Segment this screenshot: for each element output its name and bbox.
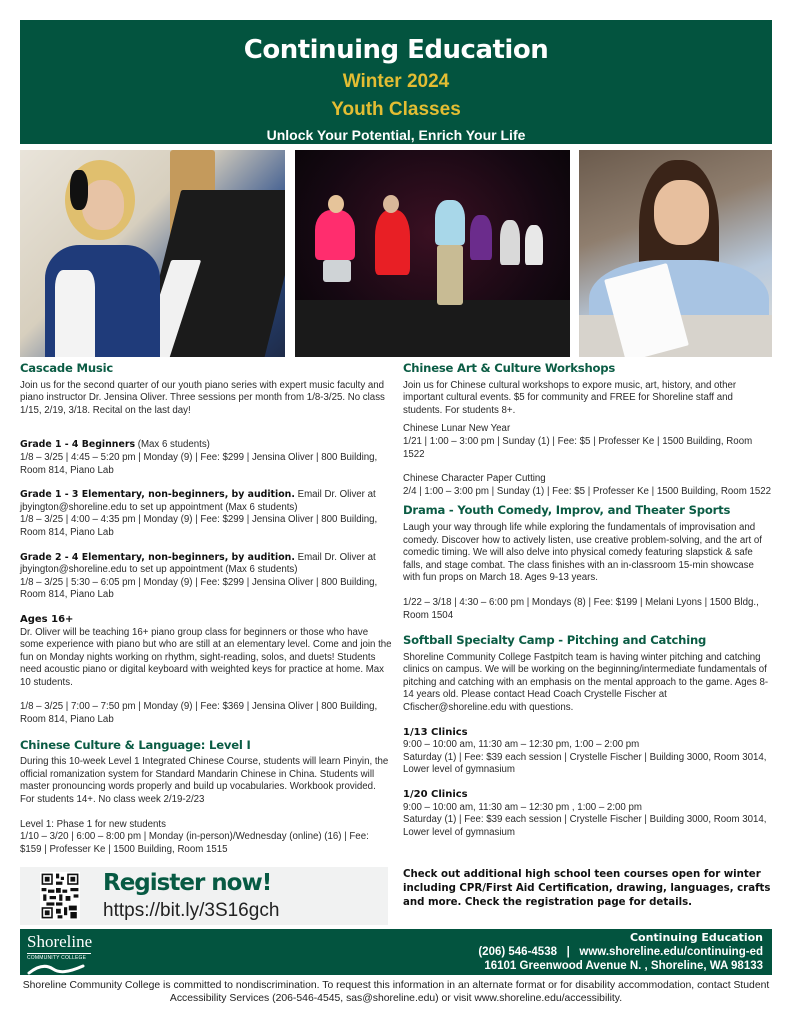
softball-heading: Softball Specialty Camp - Pitching and Catching <box>403 633 707 648</box>
logo-name: Shoreline <box>27 932 93 951</box>
clinic-details: Saturday (1) | Fee: $39 each session | Crystelle Fischer | Building 3000, Room 3014, Lower level of gymnasium <box>403 814 767 838</box>
address: 16101 Greenwood Avenue N. , Shoreline, WA 98133 <box>484 960 763 972</box>
clinic-title: 1/13 Clinics <box>403 726 468 738</box>
clinic-title: 1/20 Clinics <box>403 789 468 801</box>
ages16-description: Dr. Oliver will be teaching 16+ piano group class for beginners or those who have some experience with piano but who are still at an elementary level. Come and join the fun on Monday nights working on rhythm, sight-reading, solos, and duets! Students need acoustic piano or digital keyboard with weighted keys for practice at home. Max 10 students. <box>20 626 392 688</box>
register-link[interactable]: https://bit.ly/3S16gch <box>103 900 280 921</box>
class-item <box>20 552 392 602</box>
chinese-language-heading: Chinese Culture & Language: Level I <box>20 737 251 752</box>
class-item <box>20 489 392 539</box>
workshop-details: 1/21 | 1:00 – 3:00 pm | Sunday (1) | Fee: $5 | Professer Ke | 1500 Building, Room 1522 <box>403 435 753 460</box>
workshop-details: 2/4 | 1:00 – 3:00 pm | Sunday (1) | Fee: $5 | Professer Ke | 1500 Building, Room 1522 <box>403 485 772 497</box>
department-name: Continuing Education <box>629 931 763 944</box>
workshop-title: Chinese Character Paper Cutting <box>403 473 546 485</box>
register-box <box>20 867 388 925</box>
contact-info <box>478 931 763 973</box>
nondiscrimination-disclaimer: Shoreline Community College is committed to nondiscrimination. To request this information in an alternate format or for disability accommodation, contact Student Accessibility Services (206-546-4545, sas@shoreline.edu) or visit www.shoreline.edu/accessibility. <box>22 980 770 1004</box>
drama-class-photo <box>295 150 570 357</box>
season-label: Winter 2024 <box>342 71 450 92</box>
shoreline-logo <box>27 932 92 975</box>
phone-number[interactable]: (206) 546-4538 <box>478 946 557 958</box>
class-note: Email Dr. Oliver at jbyington@shoreline.edu to set up appointment (Max 6 students) <box>20 551 376 576</box>
register-now-title: Register now! <box>103 870 272 896</box>
qr-code-icon[interactable] <box>40 872 80 920</box>
cascade-music-intro: Join us for the second quarter of our youth piano series with expert music faculty and piano instructor Dr. Jensina Oliver. Three sessions per month from 1/8-3/25. No class 1/15, 2/19, 3/18. Recital on the last day! <box>20 379 385 416</box>
chinese-art-intro: Join us for Chinese cultural workshops to expore music, art, history, and other important cultural events. $5 for community and FREE for Shoreline staff and students. For students 8+. <box>403 379 737 416</box>
header-banner <box>20 20 772 144</box>
class-details: 1/8 – 3/25 | 5:30 – 6:05 pm | Monday (9) | Fee: $299 | Jensina Oliver | 800 Building, Room 814, Piano Lab <box>20 576 378 601</box>
teen-courses-note: Check out additional high school teen courses open for winter including CPR/First Aid Certification, drawing, languages, crafts and more. Check the registration page for details. <box>403 869 771 908</box>
cascade-music-heading: Cascade Music <box>20 361 114 375</box>
footer-banner <box>20 929 772 975</box>
clinic-times: 9:00 – 10:00 am, 11:30 am – 12:30 pm , 1:00 – 2:00 pm <box>403 801 642 813</box>
clinic-times: 9:00 – 10:00 am, 11:30 am – 12:30 pm, 1:00 – 2:00 pm <box>403 739 640 751</box>
chinese-language-intro: During this 10-week Level 1 Integrated Chinese Course, students will learn Pinyin, the official romanization system for Standard Mandarin Chinese in China. Students will master pronouncing words properly and build up vocabularies. Workbook provided. For students 14+. No class week 2/19-2/23 <box>20 756 389 806</box>
class-note: (Max 6 students) <box>135 439 210 451</box>
piano-student-photo <box>20 150 285 357</box>
softball-intro: Shoreline Community College Fastpitch team is having winter pitching and catching clinics on campus. We will be working on the beginning/intermediate fundamentals of pitching and catching with an emphasis on the mental approach to the game. Ages 8-14 years old. Please contact Head Coach Crystelle Fischer at Cfischer@shoreline.edu with questions. <box>403 651 769 714</box>
chinese-language-details: 1/10 – 3/20 | 6:00 – 8:00 pm | Monday (in-person)/Wednesday (online) (16) | Fee: $159 | Professer Ke | 1500 Building, Room 1515 <box>20 831 369 855</box>
subtitle-label: Youth Classes <box>331 99 461 120</box>
page-title: Continuing Education <box>243 35 549 65</box>
website-link[interactable]: www.shoreline.edu/continuing-ed <box>579 946 763 958</box>
ages16-details: 1/8 – 3/25 | 7:00 – 7:50 pm | Monday (9) | Fee: $369 | Jensina Oliver | 800 Building, Room 814, Piano Lab <box>20 701 378 726</box>
drama-intro: Laugh your way through life while exploring the fundamentals of improvisation and comedy. Discover how to actively listen, use creative problem-solving, and the art of comedic timing. We will also delve into physical comedy featuring slapstick & safe falls, and stage combat. The class finishes with an in-classroom 15-min showcase with fun props on March 18. Ages 9-13 years. <box>403 521 762 584</box>
photo-strip <box>20 150 772 357</box>
class-item <box>20 439 392 477</box>
logo-subtitle: COMMUNITY COLLEGE <box>27 953 91 961</box>
workshop-title: Chinese Lunar New Year <box>403 423 511 435</box>
phone-web-line <box>478 945 763 959</box>
class-title: Grade 1 - 4 Beginners <box>20 439 136 451</box>
right-column <box>403 362 773 839</box>
ages16-heading: Ages 16+ <box>20 613 74 625</box>
wave-icon <box>27 963 87 975</box>
left-column <box>20 362 392 856</box>
class-details: 1/8 – 3/25 | 4:45 – 5:20 pm | Monday (9) | Fee: $299 | Jensina Oliver | 800 Building, Room 814, Piano Lab <box>20 451 378 476</box>
chinese-art-heading: Chinese Art & Culture Workshops <box>403 361 616 375</box>
chinese-language-class-title: Level 1: Phase 1 for new students <box>20 818 166 830</box>
clinic-details: Saturday (1) | Fee: $39 each session | Crystelle Fischer | Building 3000, Room 3014, Lower level of gymnasium <box>403 751 767 776</box>
class-note: Email Dr. Oliver at jbyington@shoreline.edu to set up appointment (Max 6 students) <box>20 489 376 513</box>
class-details: 1/8 – 3/25 | 4:00 – 4:35 pm | Monday (9) | Fee: $299 | Jensina Oliver | 800 Building, Room 814, Piano Lab <box>20 514 378 538</box>
tagline: Unlock Your Potential, Enrich Your Life <box>266 127 526 143</box>
drama-heading: Drama - Youth Comedy, Improv, and Theater Sports <box>403 503 731 518</box>
class-title: Grade 1 - 3 Elementary, non-beginners, by audition. <box>20 489 295 501</box>
drama-details: 1/22 – 3/18 | 4:30 – 6:00 pm | Mondays (8) | Fee: $199 | Melani Lyons | 1500 Bldg., Room 1504 <box>403 596 759 621</box>
chinese-art-photo <box>579 150 772 357</box>
class-title: Grade 2 - 4 Elementary, non-beginners, by audition. <box>20 551 295 563</box>
separator: | <box>566 946 570 958</box>
